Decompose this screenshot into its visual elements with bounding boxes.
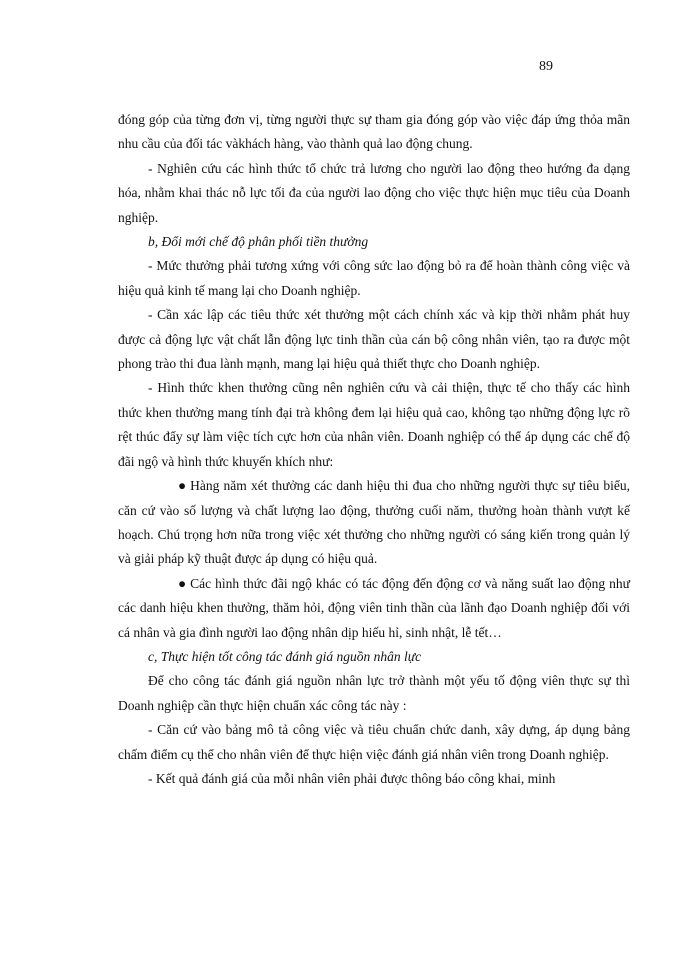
bullet-item-other-benefits bbox=[118, 572, 630, 645]
paragraph-bonus-level: - Mức thưởng phải tương xứng với công sức lao động bỏ ra để hoàn thành công việc và hiệu quả kinh tế mang lại cho Doanh nghiệp. bbox=[118, 258, 630, 298]
bullet-icon: ● bbox=[178, 478, 187, 494]
paragraph-job-description: - Căn cứ vào bảng mô tả công việc và tiêu chuẩn chức danh, xây dựng, áp dụng bảng chấm điểm cụ thể cho nhân viên để thực hiện việc đánh giá nhân viên trong Doanh nghiệp. bbox=[118, 722, 630, 762]
bullet-text: Hàng năm xét thưởng các danh hiệu thi đua cho những người thực sự tiêu biểu, căn cứ vào số lượng và chất lượng lao động, thưởng cuối năm, thưởng hoàn thành vượt kế hoạch. Chú trọng hơn nữa trong việc xét thưởng cho những người có sáng kiến trong quản lý và giải pháp kỹ thuật được áp dụng có hiệu quả. bbox=[118, 478, 630, 567]
paragraph-bonus-criteria: - Cần xác lập các tiêu thức xét thưởng một cách chính xác và kịp thời nhằm phát huy được cả động lực vật chất lẫn động lực tinh thần của cán bộ công nhân viên, tạo ra được một phong trào thi đua lành mạnh, mang lại hiệu quả thiết thực cho Doanh nghiệp. bbox=[118, 307, 630, 372]
paragraph-continuation: đóng góp của từng đơn vị, từng người thực sự tham gia đóng góp vào việc đáp ứng thỏa mãn nhu cầu của đối tác vàkhách hàng, vào thành quả lao động chung. bbox=[118, 112, 630, 152]
bullet-icon: ● bbox=[178, 575, 187, 591]
section-heading-bonus: b, Đổi mới chế độ phân phối tiền thưởng bbox=[148, 234, 369, 250]
paragraph-evaluation-intro: Để cho công tác đánh giá nguồn nhân lực trở thành một yếu tố động viên thực sự thì Doanh nghiệp cần thực hiện chuẩn xác công tác này : bbox=[118, 673, 630, 713]
paragraph-reward-forms: - Hình thức khen thưởng cũng nên nghiên cứu và cải thiện, thực tế cho thấy các hình thức khen thưởng mang tính đại trà không đem lại hiệu quả cao, không tạo những động lực rõ rệt thúc đẩy sự làm việc tích cực hơn của nhân viên. Doanh nghiệp có thể áp dụng các chế độ đãi ngộ và hình thức khuyến khích như: bbox=[118, 380, 630, 469]
section-heading-evaluation: c, Thực hiện tốt công tác đánh giá nguồn nhân lực bbox=[148, 648, 422, 664]
bullet-text: Các hình thức đãi ngộ khác có tác động đến động cơ và năng suất lao động như các danh hiệu khen thưởng, thăm hỏi, động viên tinh thần của lãnh đạo Doanh nghiệp đối với cá nhân và gia đình người lao động nhân dịp hiếu hỉ, sinh nhật, lễ tết… bbox=[118, 575, 630, 640]
page-body bbox=[118, 108, 630, 791]
bullet-item-annual-awards bbox=[118, 474, 630, 572]
page-number: 89 bbox=[539, 59, 553, 74]
paragraph-salary-forms: - Nghiên cứu các hình thức tổ chức trả lương cho người lao động theo hướng đa dạng hóa, nhằm khai thác nỗ lực tối đa của người lao động cho việc thực hiện mục tiêu của Doanh nghiệp. bbox=[118, 160, 630, 225]
paragraph-results-announcement: - Kết quả đánh giá của mỗi nhân viên phải được thông báo công khai, minh bbox=[148, 770, 556, 786]
